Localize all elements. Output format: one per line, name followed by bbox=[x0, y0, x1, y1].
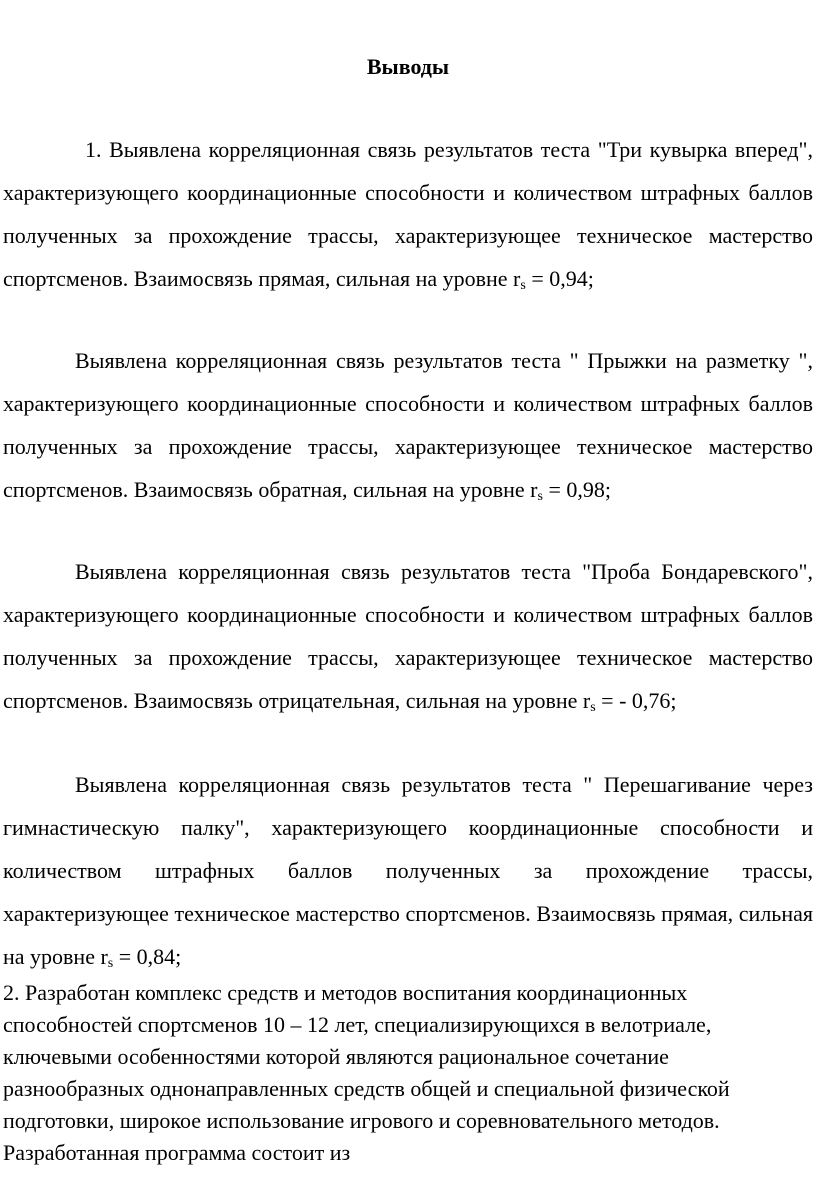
coefficient-value: = 0,94; bbox=[525, 266, 594, 291]
coefficient-symbol: r bbox=[513, 266, 521, 291]
conclusion-paragraph-3 bbox=[3, 550, 813, 722]
document-title: Выводы bbox=[366, 54, 450, 79]
conclusion-paragraph-2 bbox=[3, 339, 813, 511]
conclusion-paragraph-4 bbox=[3, 763, 813, 978]
paragraph-text: Выявлена корреляционная связь результатов теста " Перешагивание через гимнастическую палку", характеризующего координационные способности и количеством штрафных баллов полученных за прохождение трассы, характеризующее техническое мастерство спортсменов. Взаимосвязь прямая, сильная на уровне bbox=[3, 772, 813, 969]
conclusion-paragraph-5: 2. Разработан комплекс средств и методов воспитания координационных способностей спортсменов 10 – 12 лет, специализирующихся в велотриале, ключевыми особенностями которой являются рациональное сочетание разнообразных однонаправленных средств общей и специальной физической подготовки, широкое использование игрового и соревновательного методов. Разработанная программа состоит из bbox=[3, 980, 730, 1165]
coefficient-symbol: r bbox=[530, 477, 538, 502]
paragraph-text: Выявлена корреляционная связь результатов теста "Проба Бондаревского", характеризующего координационные способности и количеством штрафных баллов полученных за прохождение трассы, характеризующее техническое мастерство спортсменов. Взаимосвязь отрицательная, сильная на уровне bbox=[3, 559, 813, 713]
coefficient-value: = 0,84; bbox=[113, 944, 182, 969]
coefficient-symbol: r bbox=[582, 688, 591, 713]
coefficient-subscript: s bbox=[537, 489, 543, 504]
coefficient-symbol: r bbox=[100, 944, 108, 969]
coefficient-subscript: s bbox=[520, 278, 526, 293]
paragraph-text: Выявлена корреляционная связь результатов теста " Прыжки на разметку ", характеризующего координационные способности и количеством штрафных баллов полученных за прохождение трассы, характеризующее техническое мастерство спортсменов. Взаимосвязь обратная, сильная на уровне bbox=[3, 348, 813, 502]
paragraph-text: 1. Выявлена корреляционная связь результатов теста "Три кувырка вперед", характеризующего координационные способности и количеством штрафных баллов полученных за прохождение трассы, характеризующее техническое мастерство спортсменов. Взаимосвязь прямая, сильная на уровне bbox=[3, 137, 813, 291]
coefficient-value: = - 0,76; bbox=[595, 688, 677, 713]
conclusion-paragraph-1 bbox=[3, 128, 813, 300]
coefficient-subscript: s bbox=[590, 700, 596, 715]
coefficient-subscript: s bbox=[107, 956, 114, 971]
coefficient-value: = 0,98; bbox=[542, 477, 611, 502]
